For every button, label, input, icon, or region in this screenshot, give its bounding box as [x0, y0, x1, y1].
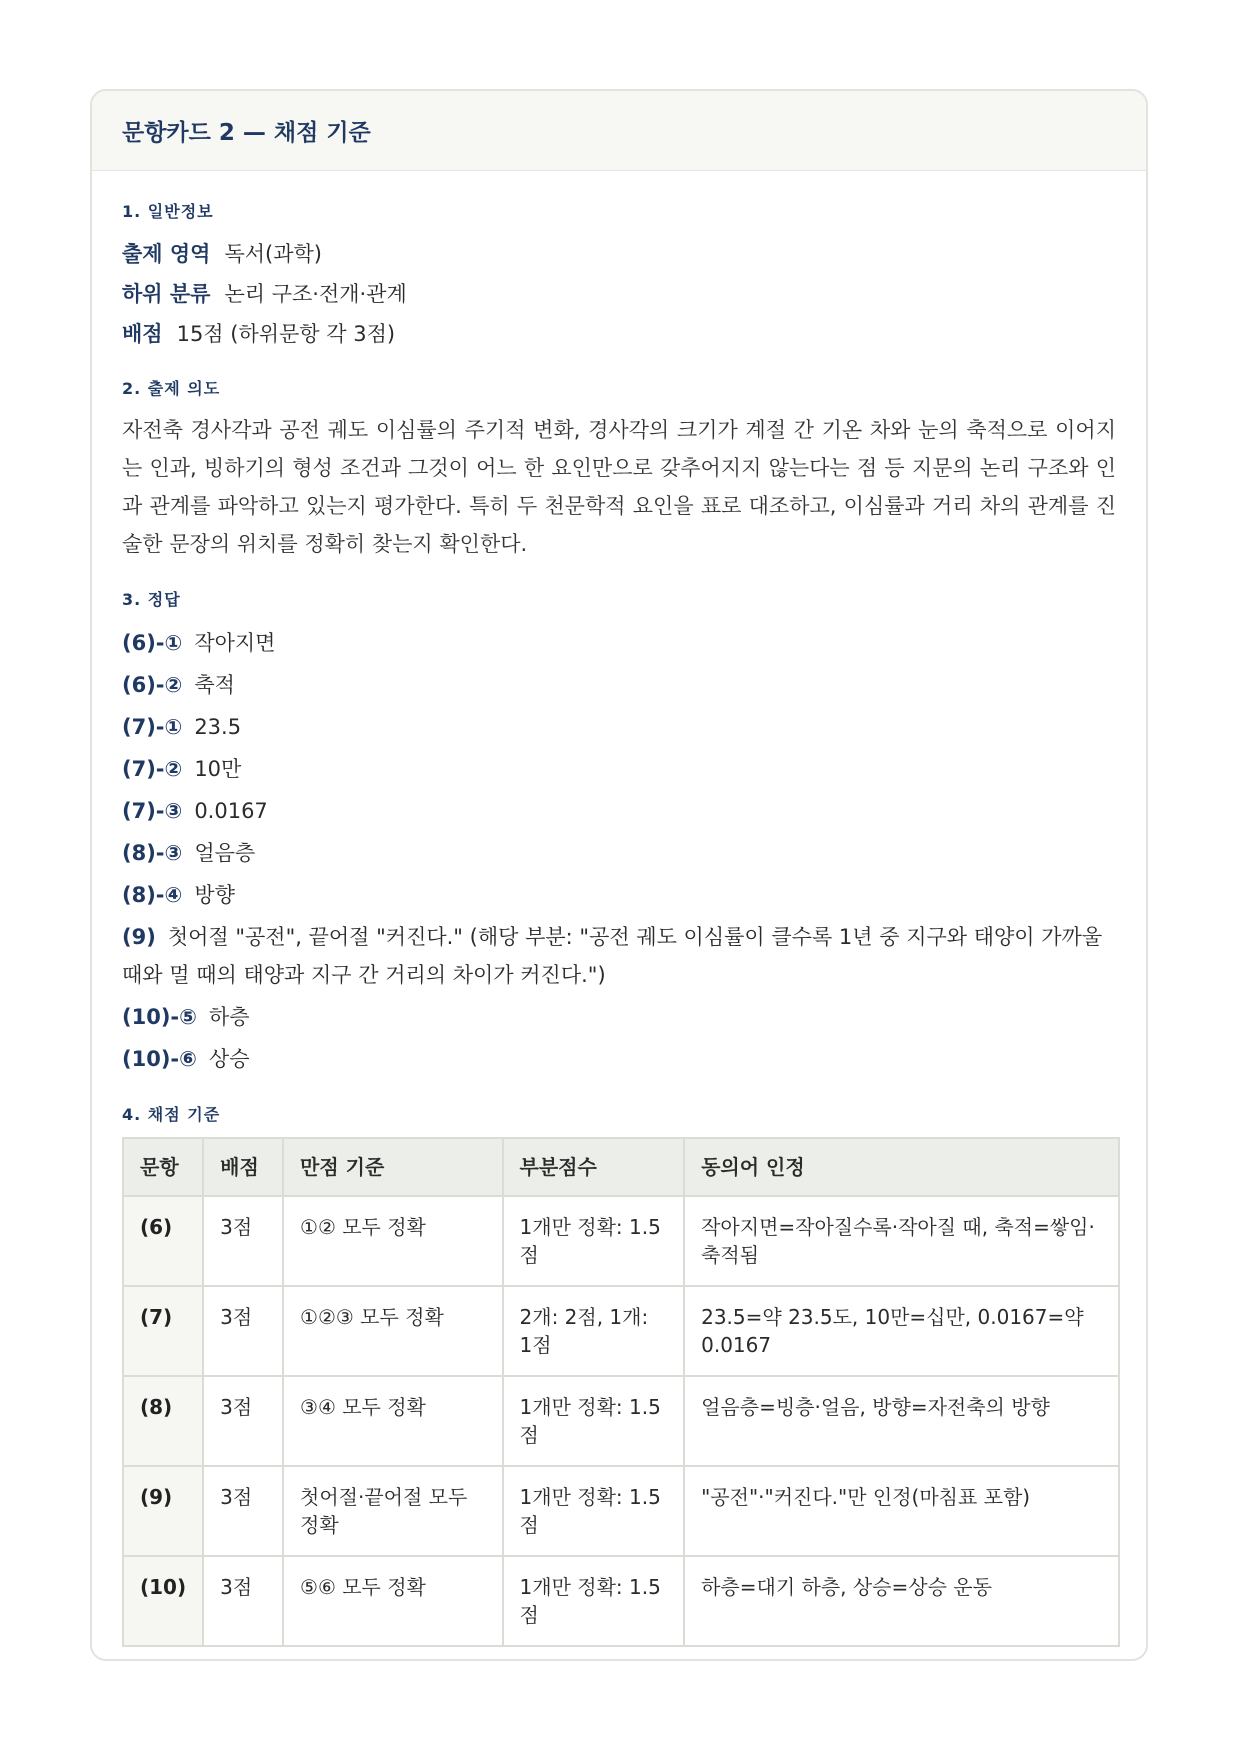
answer-item: [122, 874, 1116, 916]
table-cell: 하층=대기 하층, 상승=상승 운동: [684, 1556, 1119, 1646]
table-cell: 작아지면=작아질수록·작아질 때, 축적=쌓임·축적됨: [684, 1196, 1119, 1286]
answer-value: 하층: [208, 1005, 250, 1029]
column-header: 부분점수: [503, 1138, 685, 1196]
table-cell: (9): [123, 1466, 203, 1556]
table-cell: (8): [123, 1376, 203, 1466]
answer-value: 축적: [194, 673, 235, 697]
card-title: 문항카드 2 — 채점 기준: [92, 91, 1146, 171]
table-cell: 첫어절·끝어절 모두 정확: [283, 1466, 503, 1556]
answer-item: [122, 918, 1116, 994]
table-cell: "공전"·"커진다."만 인정(마침표 포함): [684, 1466, 1119, 1556]
info-value: 15점 (하위문항 각 3점): [176, 322, 396, 346]
answer-key: (7)-①: [122, 715, 183, 739]
answer-item: [122, 790, 1116, 832]
column-header: 동의어 인정: [684, 1138, 1119, 1196]
answer-value: 23.5: [194, 715, 242, 739]
table-row: [123, 1376, 1119, 1466]
answer-value: 첫어절 "공전", 끝어절 "커진다." (해당 부분: "공전 궤도 이심률이 클수록 1년 중 지구와 태양이 가까울 때와 멀 때의 태양과 지구 간 거리의 차이가 커진다."): [122, 925, 1103, 987]
info-key: 하위 분류: [122, 282, 211, 306]
info-row-subcategory: [122, 274, 1116, 314]
column-header: 문항: [123, 1138, 203, 1196]
table-header-row: [123, 1138, 1119, 1196]
answer-value: 10만: [194, 757, 242, 781]
info-row-score: [122, 314, 1116, 354]
section-title-general: 1. 일반정보: [122, 202, 214, 221]
answer-item: [122, 748, 1116, 790]
table-cell: ③④ 모두 정확: [283, 1376, 503, 1466]
answer-list: [122, 622, 1116, 1080]
table-cell: 3점: [203, 1196, 283, 1286]
answer-key: (9): [122, 925, 156, 949]
table-cell: 3점: [203, 1556, 283, 1646]
answer-key: (7)-②: [122, 757, 183, 781]
general-info: [122, 234, 1116, 354]
table-cell: 1개만 정확: 1.5점: [503, 1376, 685, 1466]
table-row: [123, 1196, 1119, 1286]
section-title-intent: 2. 출제 의도: [122, 379, 221, 398]
table-cell: 1개만 정확: 1.5점: [503, 1196, 685, 1286]
info-key: 출제 영역: [122, 242, 211, 266]
table-cell: 2개: 2점, 1개: 1점: [503, 1286, 685, 1376]
rubric-table: [122, 1137, 1120, 1647]
answer-value: 0.0167: [194, 799, 268, 823]
table-cell: 3점: [203, 1466, 283, 1556]
table-cell: 23.5=약 23.5도, 10만=십만, 0.0167=약 0.0167: [684, 1286, 1119, 1376]
answer-item: [122, 832, 1116, 874]
section-title-answers: 3. 정답: [122, 590, 181, 609]
answer-value: 작아지면: [194, 631, 276, 655]
info-row-area: [122, 234, 1116, 274]
intent-paragraph: 자전축 경사각과 공전 궤도 이심률의 주기적 변화, 경사각의 크기가 계절 간 기온 차와 눈의 축적으로 이어지는 인과, 빙하기의 형성 조건과 그것이 어느 한 요인만으로 갖추어지지 않는다는 점 등 지문의 논리 구조와 인과 관계를 파악하고 있는지 평가한다. 특히 두 천문학적 요인을 표로 대조하고, 이심률과 거리 차의 관계를 진술한 문장의 위치를 정확히 찾는지 확인한다.: [122, 418, 1116, 556]
table-cell: (7): [123, 1286, 203, 1376]
table-cell: (6): [123, 1196, 203, 1286]
answer-value: 상승: [208, 1047, 250, 1071]
table-cell: 3점: [203, 1286, 283, 1376]
info-value: 논리 구조·전개·관계: [224, 282, 407, 306]
info-key: 배점: [122, 322, 163, 346]
answer-item: [122, 1038, 1116, 1080]
answer-key: (6)-①: [122, 631, 183, 655]
answer-key: (6)-②: [122, 673, 183, 697]
section-title-rubric: 4. 채점 기준: [122, 1105, 221, 1124]
answer-key: (10)-⑥: [122, 1047, 197, 1071]
table-cell: 1개만 정확: 1.5점: [503, 1556, 685, 1646]
answer-item: [122, 622, 1116, 664]
answer-item: [122, 996, 1116, 1038]
info-value: 독서(과학): [224, 242, 322, 266]
table-cell: ①② 모두 정확: [283, 1196, 503, 1286]
answer-key: (10)-⑤: [122, 1005, 197, 1029]
answer-value: 방향: [194, 883, 235, 907]
table-cell: 3점: [203, 1376, 283, 1466]
table-cell: 1개만 정확: 1.5점: [503, 1466, 685, 1556]
table-row: [123, 1556, 1119, 1646]
table-cell: ①②③ 모두 정확: [283, 1286, 503, 1376]
item-card: [90, 89, 1148, 1661]
card-body: [92, 171, 1146, 1647]
column-header: 배점: [203, 1138, 283, 1196]
answer-item: [122, 664, 1116, 706]
table-row: [123, 1286, 1119, 1376]
table-row: [123, 1466, 1119, 1556]
table-cell: 얼음층=빙층·얼음, 방향=자전축의 방향: [684, 1376, 1119, 1466]
table-cell: ⑤⑥ 모두 정확: [283, 1556, 503, 1646]
column-header: 만점 기준: [283, 1138, 503, 1196]
answer-key: (7)-③: [122, 799, 183, 823]
answer-key: (8)-④: [122, 883, 183, 907]
answer-item: [122, 706, 1116, 748]
table-cell: (10): [123, 1556, 203, 1646]
answer-key: (8)-③: [122, 841, 183, 865]
answer-value: 얼음층: [194, 841, 256, 865]
